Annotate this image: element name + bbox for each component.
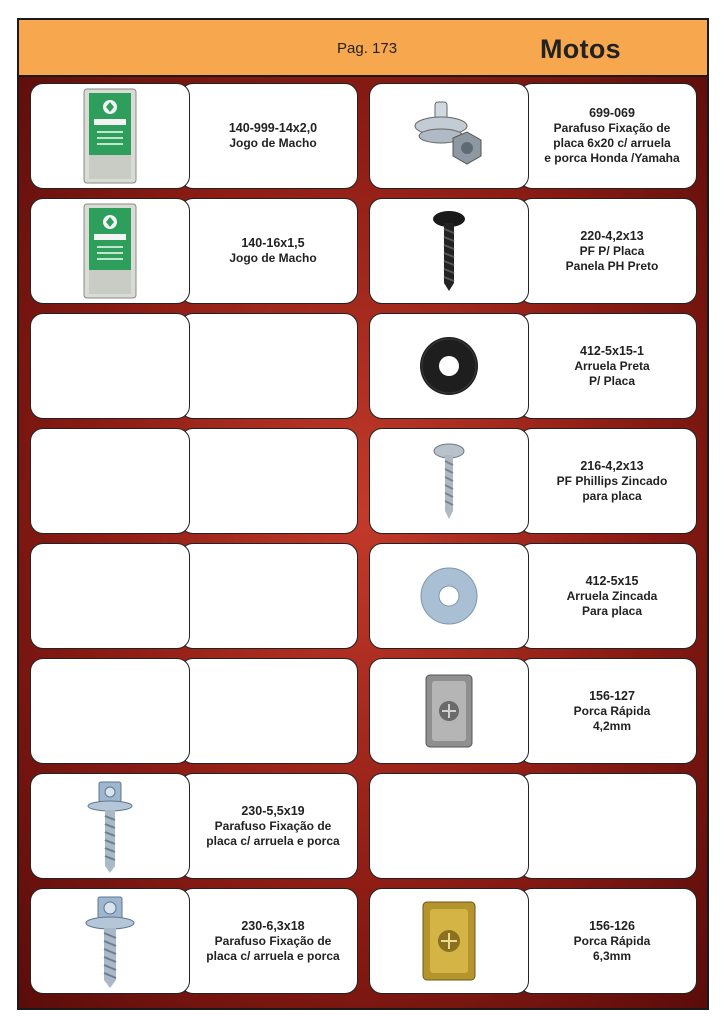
- product-name: placa c/ arruela e porca: [206, 948, 340, 963]
- product-card-left-7: [30, 773, 358, 881]
- product-description: [519, 428, 697, 534]
- product-name: Jogo de Macho: [229, 251, 317, 265]
- hex-screw-washer-icon: [85, 778, 135, 874]
- product-card-right-2: [369, 198, 697, 306]
- product-description: [519, 543, 697, 649]
- product-name: Arruela Preta: [574, 358, 650, 373]
- tap-set-box-icon: [82, 202, 138, 300]
- page-number: Pag. 173: [337, 40, 398, 57]
- product-name: Parafuso Fixação de: [553, 121, 671, 135]
- black-pan-screw-icon: [429, 209, 469, 293]
- product-name: PF P/ Placa: [579, 243, 645, 258]
- product-card-left-2: [30, 198, 358, 306]
- product-image-box: [30, 543, 190, 649]
- product-card-left-3: [30, 313, 358, 421]
- product-card-left-8: [30, 888, 358, 996]
- product-image-box: [30, 198, 190, 304]
- product-card-left-6: [30, 658, 358, 766]
- product-image-box: [369, 83, 529, 189]
- product-image-box: [369, 773, 529, 879]
- product-name: placa 6x20 c/ arruela: [553, 136, 671, 150]
- product-code: 140-16x1,5: [241, 236, 305, 250]
- product-image-box: [369, 428, 529, 534]
- product-name: 4,2mm: [592, 718, 632, 733]
- product-description: [180, 428, 358, 534]
- product-image-box: [369, 313, 529, 419]
- product-description: [519, 198, 697, 304]
- product-card-left-5: [30, 543, 358, 651]
- product-description: [519, 888, 697, 994]
- product-image-box: [369, 198, 529, 304]
- product-description: [180, 83, 358, 189]
- product-name: Para placa: [581, 603, 643, 618]
- product-name: P/ Placa: [588, 373, 636, 388]
- product-image-box: [30, 773, 190, 879]
- product-code: 156-127: [589, 688, 635, 703]
- product-name: Porca Rápida: [573, 703, 651, 718]
- product-name: e porca Honda /Yamaha: [544, 151, 680, 165]
- product-image-box: [369, 888, 529, 994]
- product-code: 140-999-14x2,0: [228, 121, 318, 135]
- product-description: [519, 658, 697, 764]
- product-image-box: [30, 888, 190, 994]
- product-description: [519, 83, 697, 189]
- product-code: 156-126: [589, 918, 635, 933]
- product-name: Parafuso Fixação de: [214, 933, 332, 948]
- zinc-pan-screw-icon: [429, 441, 469, 521]
- product-name: Panela PH Preto: [565, 258, 659, 273]
- product-name: Jogo de Macho: [229, 136, 317, 150]
- product-code: 220-4,2x13: [580, 228, 644, 243]
- speed-nut-steel-icon: [422, 671, 476, 751]
- product-description: [180, 313, 358, 419]
- product-description: [180, 658, 358, 764]
- product-description: [180, 543, 358, 649]
- product-code: 412-5x15-1: [580, 343, 644, 358]
- product-name: 6,3mm: [592, 948, 632, 963]
- product-name: para placa: [582, 488, 642, 503]
- zinc-washer-icon: [417, 564, 481, 628]
- product-image-box: [369, 543, 529, 649]
- product-card-left-1: [30, 83, 358, 191]
- product-name: Porca Rápida: [573, 933, 651, 948]
- product-code: 412-5x15: [585, 573, 639, 588]
- product-description: [519, 313, 697, 419]
- product-image-box: [369, 658, 529, 764]
- speed-nut-gold-icon: [419, 898, 479, 984]
- product-card-right-5: [369, 543, 697, 651]
- section-title: Motos: [540, 34, 621, 64]
- product-card-right-8: [369, 888, 697, 996]
- product-name: Parafuso Fixação de: [214, 818, 332, 833]
- product-image-box: [30, 83, 190, 189]
- product-card-right-6: [369, 658, 697, 766]
- product-name: Arruela Zincada: [566, 588, 658, 603]
- product-code: 699-069: [589, 106, 635, 120]
- product-image-box: [30, 428, 190, 534]
- catalog-page: [17, 18, 709, 1010]
- product-card-left-4: [30, 428, 358, 536]
- product-name: placa c/ arruela e porca: [206, 833, 340, 848]
- bolt-washer-nut-icon: [409, 96, 489, 176]
- product-description: [180, 888, 358, 994]
- product-image-box: [30, 658, 190, 764]
- black-washer-icon: [417, 334, 481, 398]
- product-code: 216-4,2x13: [580, 458, 644, 473]
- tap-set-box-icon: [82, 87, 138, 185]
- product-name: PF Phillips Zincado: [556, 473, 668, 488]
- page-header: [19, 20, 707, 77]
- hex-screw-washer-icon: [83, 893, 137, 989]
- product-card-right-1: [369, 83, 697, 191]
- product-code: 230-6,3x18: [241, 918, 305, 933]
- product-card-right-3: [369, 313, 697, 421]
- product-description: [180, 773, 358, 879]
- product-image-box: [30, 313, 190, 419]
- product-card-right-7: [369, 773, 697, 881]
- product-description: [180, 198, 358, 304]
- product-code: 230-5,5x19: [241, 803, 305, 818]
- product-card-right-4: [369, 428, 697, 536]
- product-description: [519, 773, 697, 879]
